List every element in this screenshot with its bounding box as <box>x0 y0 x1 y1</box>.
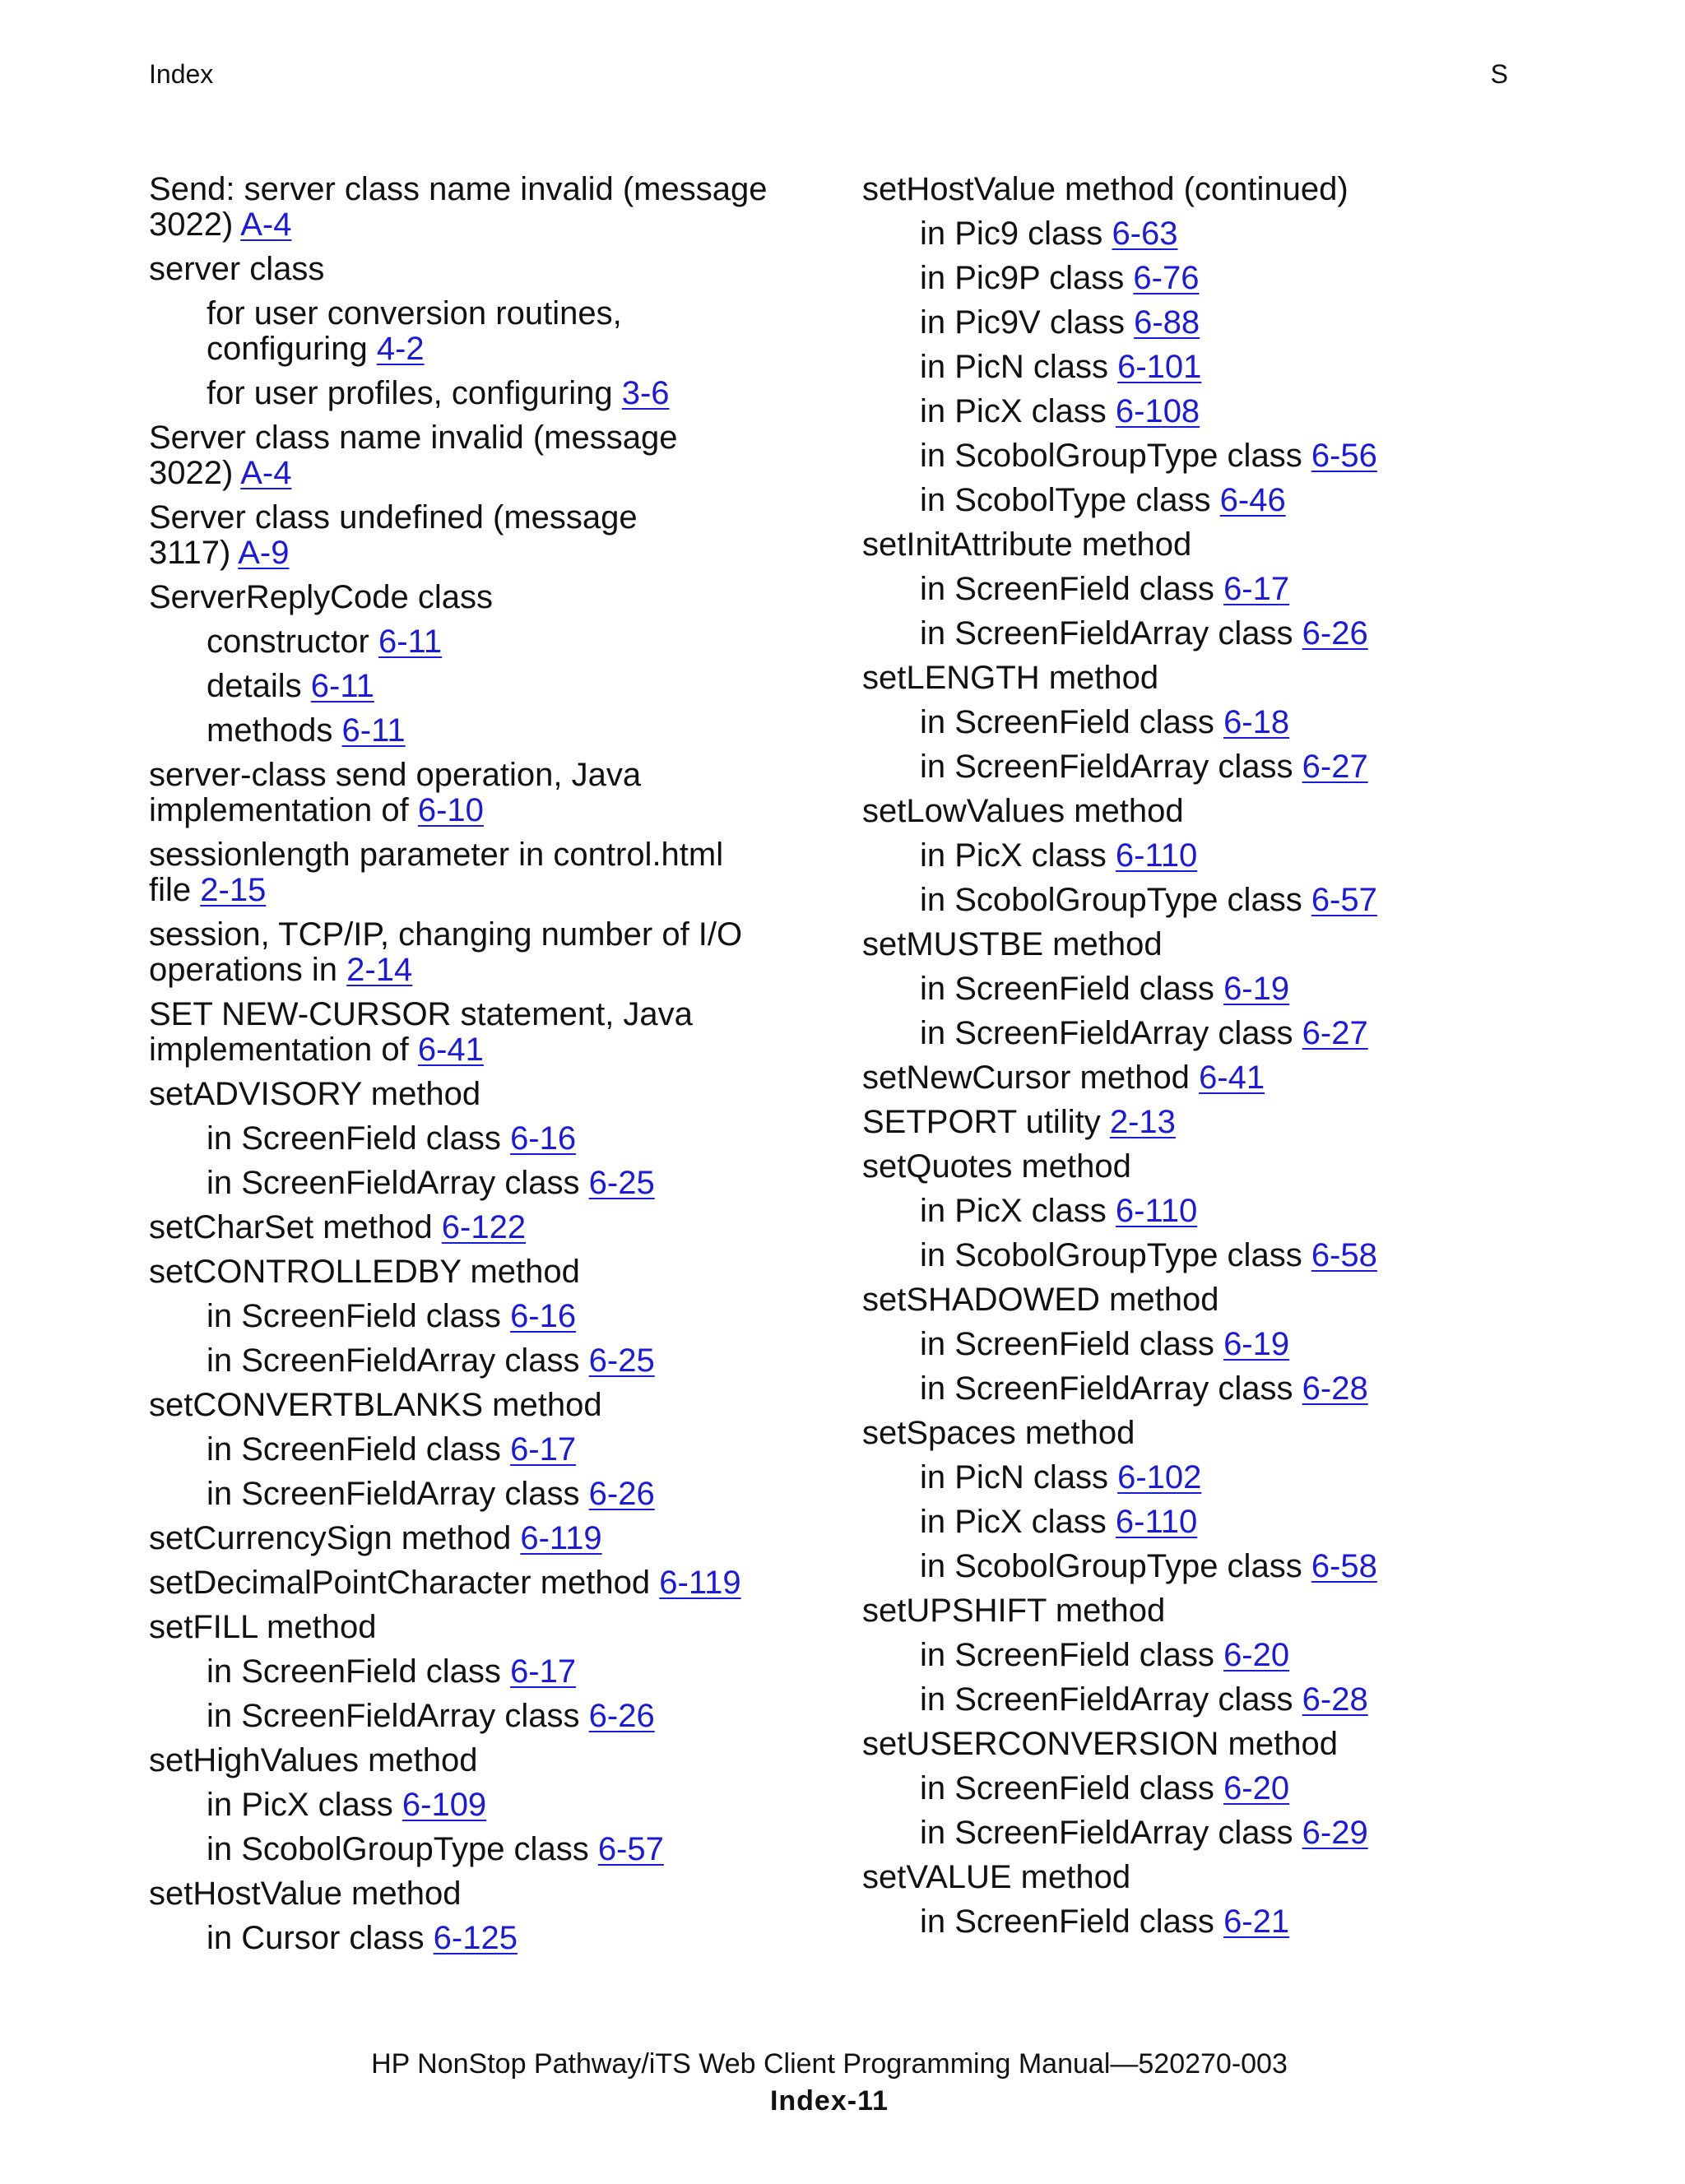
page-reference-link[interactable]: 6-28 <box>1302 1681 1368 1718</box>
index-entry <box>149 758 807 828</box>
index-entry <box>149 1077 807 1112</box>
index-entry <box>862 1282 1520 1318</box>
index-entry <box>149 1210 807 1245</box>
index-entry-text: in PicX class <box>920 837 1107 874</box>
index-entry-text: in ScreenField class <box>920 571 1214 607</box>
index-entry <box>862 1149 1520 1185</box>
index-entry-text: setLENGTH method <box>862 660 1159 696</box>
page-reference-link[interactable]: 6-110 <box>1115 1193 1198 1229</box>
page-reference-link[interactable]: 2-13 <box>1109 1104 1176 1140</box>
index-subentry <box>862 1771 1520 1806</box>
index-entry-text: in Pic9 class <box>920 216 1103 252</box>
page-reference-link[interactable]: 6-27 <box>1302 1015 1368 1051</box>
index-entry-text: 3022) <box>149 455 234 491</box>
index-subentry <box>149 1832 807 1867</box>
index-subentry <box>149 1654 807 1690</box>
index-entry <box>862 1727 1520 1762</box>
page-reference-link[interactable]: 6-28 <box>1302 1370 1368 1407</box>
index-entry-text: in PicX class <box>207 1787 393 1823</box>
index-entry <box>149 580 807 615</box>
index-entry-text: for user conversion routines, <box>207 295 622 332</box>
index-subentry <box>862 1549 1520 1584</box>
page-reference-link[interactable]: 6-16 <box>510 1120 577 1157</box>
index-subentry <box>862 483 1520 518</box>
index-subentry <box>149 1921 807 1956</box>
index-entry <box>149 420 807 491</box>
page-reference-link[interactable]: 6-25 <box>588 1165 655 1201</box>
page-reference-link[interactable]: 6-102 <box>1117 1459 1202 1495</box>
index-entry <box>862 172 1520 207</box>
index-entry-text: setMUSTBE method <box>862 926 1163 962</box>
index-entry-text: 3022) <box>149 206 234 243</box>
page-reference-link[interactable]: 6-57 <box>597 1831 664 1867</box>
index-entry-text: in ScreenFieldArray class <box>920 749 1293 785</box>
index-subentry <box>862 350 1520 385</box>
index-column-left <box>149 172 807 1965</box>
page-reference-link[interactable]: 6-18 <box>1223 704 1290 740</box>
index-subentry <box>149 1299 807 1334</box>
index-subentry <box>862 1194 1520 1229</box>
index-entry-text: in ScobolGroupType class <box>920 1237 1302 1273</box>
page-reference-link[interactable]: 6-29 <box>1302 1815 1368 1851</box>
index-subentry <box>149 1121 807 1157</box>
index-entry-text: implementation of <box>149 792 409 828</box>
index-entry-text: setADVISORY method <box>149 1076 481 1112</box>
index-entry <box>149 252 807 287</box>
index-subentry <box>862 1327 1520 1362</box>
index-entry-text: setCONVERTBLANKS method <box>149 1387 602 1423</box>
index-entry-text: in ScobolGroupType class <box>920 882 1302 918</box>
index-subentry <box>862 305 1520 341</box>
index-entry-text: in ScobolGroupType class <box>920 438 1302 474</box>
index-subentry <box>862 1460 1520 1495</box>
index-entry-text: sessionlength parameter in control.html <box>149 837 724 873</box>
page-reference-link[interactable]: 6-108 <box>1115 393 1200 429</box>
index-subentry <box>862 1638 1520 1673</box>
index-entry-text: in PicN class <box>920 349 1108 385</box>
page-reference-link[interactable]: 6-19 <box>1223 971 1290 1007</box>
page-reference-link[interactable]: 6-11 <box>378 624 443 660</box>
index-entry-text: in PicX class <box>920 1504 1107 1540</box>
index-subentry <box>149 1477 807 1512</box>
index-subentry <box>149 1343 807 1379</box>
index-entry-text: details <box>207 668 302 704</box>
index-entry <box>862 1416 1520 1451</box>
page-reference-link[interactable]: 6-125 <box>433 1920 518 1956</box>
index-entry-text: setNewCursor method <box>862 1060 1190 1096</box>
page-reference-link[interactable]: 6-17 <box>1223 571 1290 607</box>
index-entry-text: SET NEW-CURSOR statement, Java <box>149 996 693 1032</box>
index-entry-text: in ScreenField class <box>207 1298 501 1334</box>
index-entry <box>862 1060 1520 1096</box>
page-reference-link[interactable]: 6-25 <box>588 1342 655 1379</box>
index-entry-text: in Pic9V class <box>920 304 1125 341</box>
footer-manual-title: HP NonStop Pathway/iTS Web Client Programming Manual—520270-003 <box>371 2048 1288 2080</box>
index-entry-text: configuring <box>207 331 368 367</box>
index-entry-text: in ScreenField class <box>920 971 1214 1007</box>
index-entry-text: server-class send operation, Java <box>149 757 642 793</box>
index-entry-text: in ScobolType class <box>920 482 1211 518</box>
page-reference-link[interactable]: 6-41 <box>417 1032 484 1068</box>
page-reference-link[interactable]: 6-10 <box>417 792 484 828</box>
index-entry <box>149 1388 807 1423</box>
index-subentry <box>149 296 807 367</box>
index-subentry <box>149 376 807 411</box>
index-entry-text: in ScreenFieldArray class <box>920 1015 1293 1051</box>
index-entry <box>149 1876 807 1912</box>
index-entry-text: in ScreenFieldArray class <box>920 1370 1293 1407</box>
page-reference-link[interactable]: 6-122 <box>441 1209 527 1245</box>
index-entry-text: in ScreenField class <box>920 1326 1214 1362</box>
index-entry-text: setDecimalPointCharacter method <box>149 1565 651 1601</box>
page-reference-link[interactable]: 6-57 <box>1311 882 1377 918</box>
page-reference-link[interactable]: 2-14 <box>346 952 413 988</box>
index-entry-text: in ScreenField class <box>207 1431 501 1468</box>
index-entry-text: setUPSHIFT method <box>862 1593 1166 1629</box>
index-entry-text: setFILL method <box>149 1609 377 1645</box>
index-subentry <box>862 394 1520 429</box>
index-entry <box>862 661 1520 696</box>
index-subentry <box>862 1682 1520 1718</box>
index-entry-text: setHighValues method <box>149 1742 478 1778</box>
page-reference-link[interactable]: 6-46 <box>1219 482 1286 518</box>
index-entry-text: in ScobolGroupType class <box>207 1831 589 1867</box>
page-reference-link[interactable]: 6-26 <box>588 1476 655 1512</box>
page-reference-link[interactable]: A-4 <box>240 206 292 243</box>
page-reference-link[interactable]: 6-110 <box>1115 1504 1198 1540</box>
index-entry-text: in ScreenField class <box>207 1653 501 1690</box>
index-entry-text: setHostValue method (continued) <box>862 171 1348 207</box>
index-entry-text: in ScreenField class <box>920 1903 1214 1940</box>
page-reference-link[interactable]: 3-6 <box>621 375 670 411</box>
index-entry-text: setSHADOWED method <box>862 1282 1219 1318</box>
page-reference-link[interactable]: 6-17 <box>510 1653 577 1690</box>
index-subentry <box>149 713 807 749</box>
index-entry-text: setHostValue method <box>149 1876 462 1912</box>
index-entry <box>862 527 1520 563</box>
index-entry-text: setLowValues method <box>862 793 1184 829</box>
index-subentry <box>149 1432 807 1468</box>
page-reference-link[interactable]: 6-88 <box>1134 304 1200 341</box>
page-reference-link[interactable]: 6-58 <box>1311 1237 1377 1273</box>
page-reference-link[interactable]: 6-63 <box>1112 216 1178 252</box>
page-reference-link[interactable]: 6-21 <box>1223 1903 1290 1940</box>
page-reference-link[interactable]: A-9 <box>238 535 290 571</box>
index-entry-text: setInitAttribute method <box>862 526 1192 563</box>
page-reference-link[interactable]: 6-20 <box>1223 1770 1290 1806</box>
index-subentry <box>862 1371 1520 1407</box>
index-subentry <box>862 1815 1520 1851</box>
index-entry-text: in ScreenFieldArray class <box>207 1476 580 1512</box>
index-entry-text: in Cursor class <box>207 1920 425 1956</box>
index-entry <box>149 172 807 243</box>
index-entry-text: in ScreenFieldArray class <box>920 1681 1293 1718</box>
index-subentry <box>862 1238 1520 1273</box>
index-entry-text: setVALUE method <box>862 1859 1131 1895</box>
page-reference-link[interactable]: 6-20 <box>1223 1637 1290 1673</box>
page-reference-link[interactable]: 6-26 <box>1302 615 1368 651</box>
page-reference-link[interactable]: 6-101 <box>1117 349 1202 385</box>
index-entry <box>862 1593 1520 1629</box>
index-entry-text: in Pic9P class <box>920 260 1125 296</box>
index-entry <box>862 794 1520 829</box>
index-entry-text: setUSERCONVERSION method <box>862 1726 1338 1762</box>
index-subentry <box>149 624 807 660</box>
index-entry-text: in ScreenField class <box>920 1770 1214 1806</box>
page-reference-link[interactable]: 6-119 <box>659 1565 741 1601</box>
index-subentry <box>149 669 807 704</box>
index-entry <box>149 997 807 1068</box>
index-entry-text: implementation of <box>149 1032 409 1068</box>
index-entry <box>149 1565 807 1601</box>
page-reference-link[interactable]: 6-26 <box>588 1698 655 1734</box>
index-entry-text: for user profiles, configuring <box>207 375 613 411</box>
page-reference-link[interactable]: 4-2 <box>376 331 425 367</box>
index-subentry <box>862 1904 1520 1940</box>
page-reference-link[interactable]: 6-16 <box>510 1298 577 1334</box>
page-reference-link[interactable]: 6-109 <box>402 1787 487 1823</box>
page-reference-link[interactable]: A-4 <box>240 455 292 491</box>
page-reference-link[interactable]: 6-41 <box>1199 1060 1265 1096</box>
index-entry-text: setQuotes method <box>862 1148 1131 1185</box>
index-entry-text: constructor <box>207 624 369 660</box>
index-entry-text: 3117) <box>149 535 231 571</box>
index-entry-text: Send: server class name invalid (message <box>149 171 768 207</box>
index-subentry <box>862 971 1520 1007</box>
index-entry-text: setCharSet method <box>149 1209 433 1245</box>
index-entry-text: Server class undefined (message <box>149 499 638 536</box>
page-reference-link[interactable]: 6-76 <box>1133 260 1200 296</box>
page-reference-link[interactable]: 6-11 <box>341 712 406 749</box>
index-entry-text: in PicX class <box>920 1193 1107 1229</box>
index-entry-text: in ScreenFieldArray class <box>207 1342 580 1379</box>
index-subentry <box>862 705 1520 740</box>
index-subentry <box>862 1016 1520 1051</box>
index-entry-text: in ScreenFieldArray class <box>920 1815 1293 1851</box>
index-entry <box>862 1860 1520 1895</box>
index-subentry <box>862 1505 1520 1540</box>
index-entry-text: ServerReplyCode class <box>149 579 493 615</box>
index-entry-text: in ScreenField class <box>920 1637 1214 1673</box>
index-entry-text: in PicN class <box>920 1459 1108 1495</box>
page-reference-link[interactable]: 2-15 <box>200 872 267 908</box>
index-entry-text: in ScreenField class <box>920 704 1214 740</box>
page-header-letter: S <box>1490 59 1508 89</box>
index-subentry <box>862 749 1520 785</box>
index-entry-text: file <box>149 872 192 908</box>
footer-page-number: Index-11 <box>769 2085 889 2117</box>
index-subentry <box>862 883 1520 918</box>
index-entry <box>149 1254 807 1290</box>
index-entry-text: in ScreenFieldArray class <box>920 615 1293 651</box>
index-entry-text: in ScreenFieldArray class <box>207 1165 580 1201</box>
index-entry-text: in ScobolGroupType class <box>920 1548 1302 1584</box>
page-reference-link[interactable]: 6-11 <box>310 668 374 704</box>
page-reference-link[interactable]: 6-27 <box>1302 749 1368 785</box>
index-entry <box>149 500 807 571</box>
index-entry-text: methods <box>207 712 333 749</box>
index-entry-text: setCONTROLLEDBY method <box>149 1254 580 1290</box>
index-subentry <box>149 1699 807 1734</box>
index-entry-text: setSpaces method <box>862 1415 1135 1451</box>
page-reference-link[interactable]: 6-58 <box>1311 1548 1377 1584</box>
index-entry <box>862 927 1520 962</box>
page-reference-link[interactable]: 6-110 <box>1115 837 1198 874</box>
page-header-section: Index <box>149 59 214 89</box>
index-entry <box>149 917 807 988</box>
index-column-right <box>862 172 1520 1949</box>
index-subentry <box>149 1166 807 1201</box>
index-entry-text: in ScreenField class <box>207 1120 501 1157</box>
index-entry <box>149 1610 807 1645</box>
index-entry <box>862 1105 1520 1140</box>
index-subentry <box>862 616 1520 651</box>
page-reference-link[interactable]: 6-119 <box>520 1520 602 1556</box>
index-entry <box>149 837 807 908</box>
index-entry-text: server class <box>149 251 325 287</box>
index-entry-text: session, TCP/IP, changing number of I/O <box>149 916 743 953</box>
index-subentry <box>149 1788 807 1823</box>
page-reference-link[interactable]: 6-17 <box>510 1431 577 1468</box>
index-subentry <box>862 216 1520 252</box>
index-subentry <box>862 438 1520 474</box>
index-entry-text: setCurrencySign method <box>149 1520 512 1556</box>
index-entry-text: in ScreenFieldArray class <box>207 1698 580 1734</box>
index-subentry <box>862 572 1520 607</box>
index-entry-text: in PicX class <box>920 393 1107 429</box>
index-subentry <box>862 838 1520 874</box>
page-reference-link[interactable]: 6-56 <box>1311 438 1377 474</box>
index-entry-text: Server class name invalid (message <box>149 420 678 456</box>
index-entry-text: SETPORT utility <box>862 1104 1101 1140</box>
index-entry-text: operations in <box>149 952 338 988</box>
index-subentry <box>862 261 1520 296</box>
index-entry <box>149 1743 807 1778</box>
page-reference-link[interactable]: 6-19 <box>1223 1326 1290 1362</box>
index-entry <box>149 1521 807 1556</box>
